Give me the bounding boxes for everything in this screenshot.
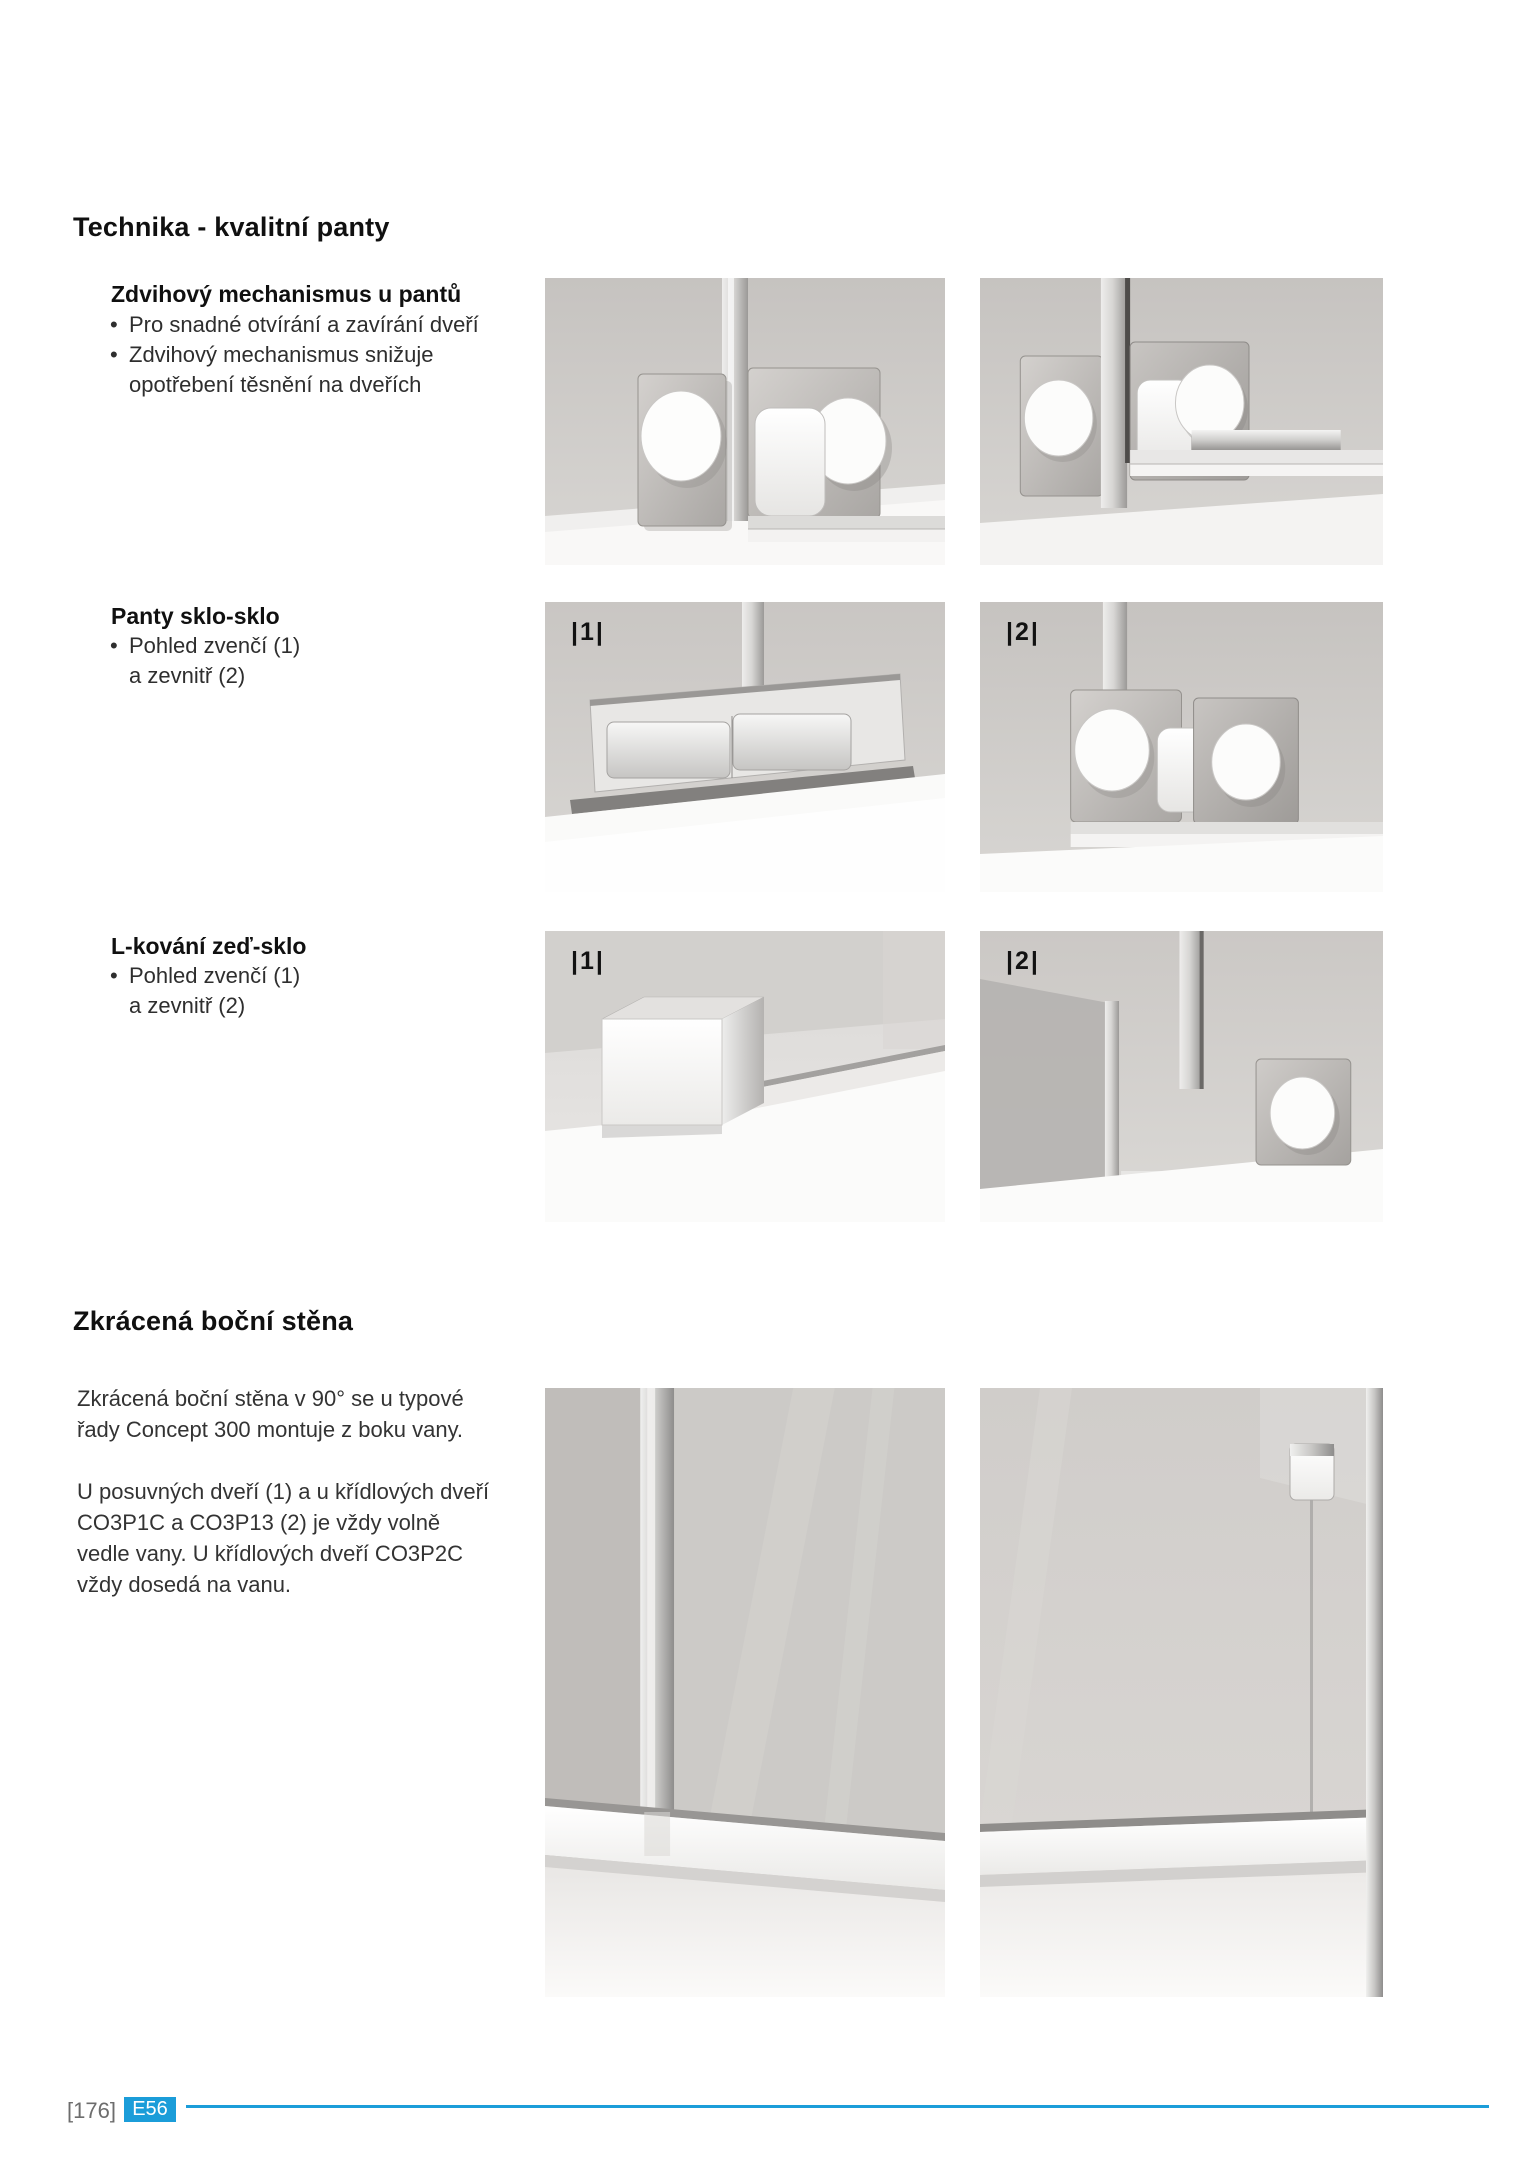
bullet-icon: • [110,312,118,337]
subheading-lift-mechanism: Zdvihový mechanismus u pantů [111,281,462,307]
photo-lift-mechanism-inside [980,278,1383,565]
bullet-l-fitting-text: Pohled zvenčí (1) [129,963,301,988]
bullet-icon: • [110,342,118,367]
subheading-l-fitting: L-kování zeď-sklo [111,933,307,959]
l-fitting-outside-render [545,931,945,1222]
paragraph-1-line: Zkrácená boční stěna v 90° se u typové [77,1386,464,1411]
photo-shortened-side-wall-sliding [545,1388,945,1997]
l-fitting-inside-render [980,931,1383,1222]
bullet-lift-1-text: Pro snadné otvírání a zavírání dveří [129,312,479,337]
bullet-lift-2-cont: opotřebení těsnění na dveřích [129,372,422,397]
shortened-side-wall-hinged-render [980,1388,1383,1997]
bullet-lift-2 [110,342,433,368]
photo-label-1: |1| [571,947,605,975]
glass-glass-inside-render [980,602,1383,892]
footer-accent-rule [186,2105,1489,2108]
bullet-l-fitting-cont: a zevnitř (2) [129,993,246,1018]
paragraph-2-line: vedle vany. U křídlových dveří CO3P2C [77,1541,463,1566]
lift-mechanism-inside-render [980,278,1383,565]
bullet-glass-glass-text: Pohled zvenčí (1) [129,633,301,658]
section-title-technika: Technika - kvalitní panty [73,212,390,242]
shortened-side-wall-sliding-render [545,1388,945,1997]
bullet-lift-2-text: Zdvihový mechanismus snižuje [129,342,434,367]
bullet-icon: • [110,633,118,658]
glass-glass-outside-render [545,602,945,892]
bullet-lift-1 [110,312,479,338]
bullet-glass-glass-cont: a zevnitř (2) [129,663,246,688]
paragraph-2 [77,1476,489,1600]
photo-l-fitting-outside [545,931,945,1222]
subheading-glass-glass: Panty sklo-sklo [111,603,280,629]
paragraph-2-line: vždy dosedá na vanu. [77,1572,292,1597]
page-number: [176] [67,2098,116,2123]
photo-glass-glass-hinge-inside [980,602,1383,892]
photo-label-1: |1| [571,618,605,646]
bullet-glass-glass [110,633,300,659]
photo-l-fitting-inside [980,931,1383,1222]
paragraph-2-line: CO3P1C a CO3P13 (2) je vždy volně [77,1510,441,1535]
paragraph-2-line: U posuvných dveří (1) a u křídlových dveří [77,1479,490,1504]
catalog-code-badge: E56 [124,2097,176,2122]
paragraph-1-line: řady Concept 300 montuje z boku vany. [77,1417,464,1442]
section-title-shortened-side-wall: Zkrácená boční stěna [73,1306,354,1336]
photo-label-2: |2| [1006,618,1040,646]
photo-lift-mechanism-outside [545,278,945,565]
bullet-l-fitting [110,963,300,989]
paragraph-1 [77,1383,464,1445]
photo-label-2: |2| [1006,947,1040,975]
bullet-icon: • [110,963,118,988]
photo-shortened-side-wall-hinged [980,1388,1383,1997]
lift-mechanism-outside-render [545,278,945,565]
photo-glass-glass-hinge-outside [545,602,945,892]
